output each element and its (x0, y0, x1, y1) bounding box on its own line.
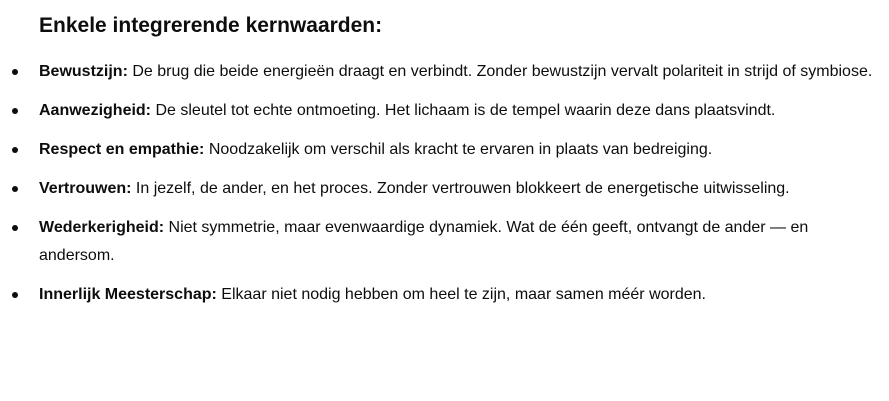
item-text: Elkaar niet nodig hebben om heel te zijn, maar samen méér worden. (216, 286, 706, 303)
item-text: Niet symmetrie, maar evenwaardige dynamiek. Wat de één geeft, ontvangt de ander — en andersom. (39, 219, 809, 264)
list-item (0, 214, 889, 270)
section-heading: Enkele integrerende kernwaarden: (39, 14, 383, 37)
item-term: Bewustzijn: (39, 63, 128, 80)
list-item (0, 281, 889, 309)
bullet-icon (12, 147, 18, 153)
list-item (0, 58, 889, 86)
item-term: Aanwezigheid: (39, 102, 152, 119)
bullet-icon (12, 108, 18, 114)
list-item (0, 97, 889, 125)
item-text: De brug die beide energieën draagt en verbindt. Zonder bewustzijn vervalt polariteit in strijd of symbiose. (127, 63, 873, 80)
core-values-list (0, 58, 889, 320)
list-item (0, 175, 889, 203)
bullet-icon (12, 225, 18, 231)
item-text: Noodzakelijk om verschil als kracht te ervaren in plaats van bedreiging. (204, 141, 713, 158)
item-term: Innerlijk Meesterschap: (39, 286, 217, 303)
bullet-icon (12, 186, 18, 192)
item-text: De sleutel tot echte ontmoeting. Het lichaam is de tempel waarin deze dans plaatsvindt. (151, 102, 776, 119)
bullet-icon (12, 292, 18, 298)
item-term: Vertrouwen: (39, 180, 132, 197)
bullet-icon (12, 69, 18, 75)
item-text: In jezelf, de ander, en het proces. Zonder vertrouwen blokkeert de energetische uitwisseling. (131, 180, 790, 197)
list-item (0, 136, 889, 164)
item-term: Wederkerigheid: (39, 219, 165, 236)
item-term: Respect en empathie: (39, 141, 205, 158)
